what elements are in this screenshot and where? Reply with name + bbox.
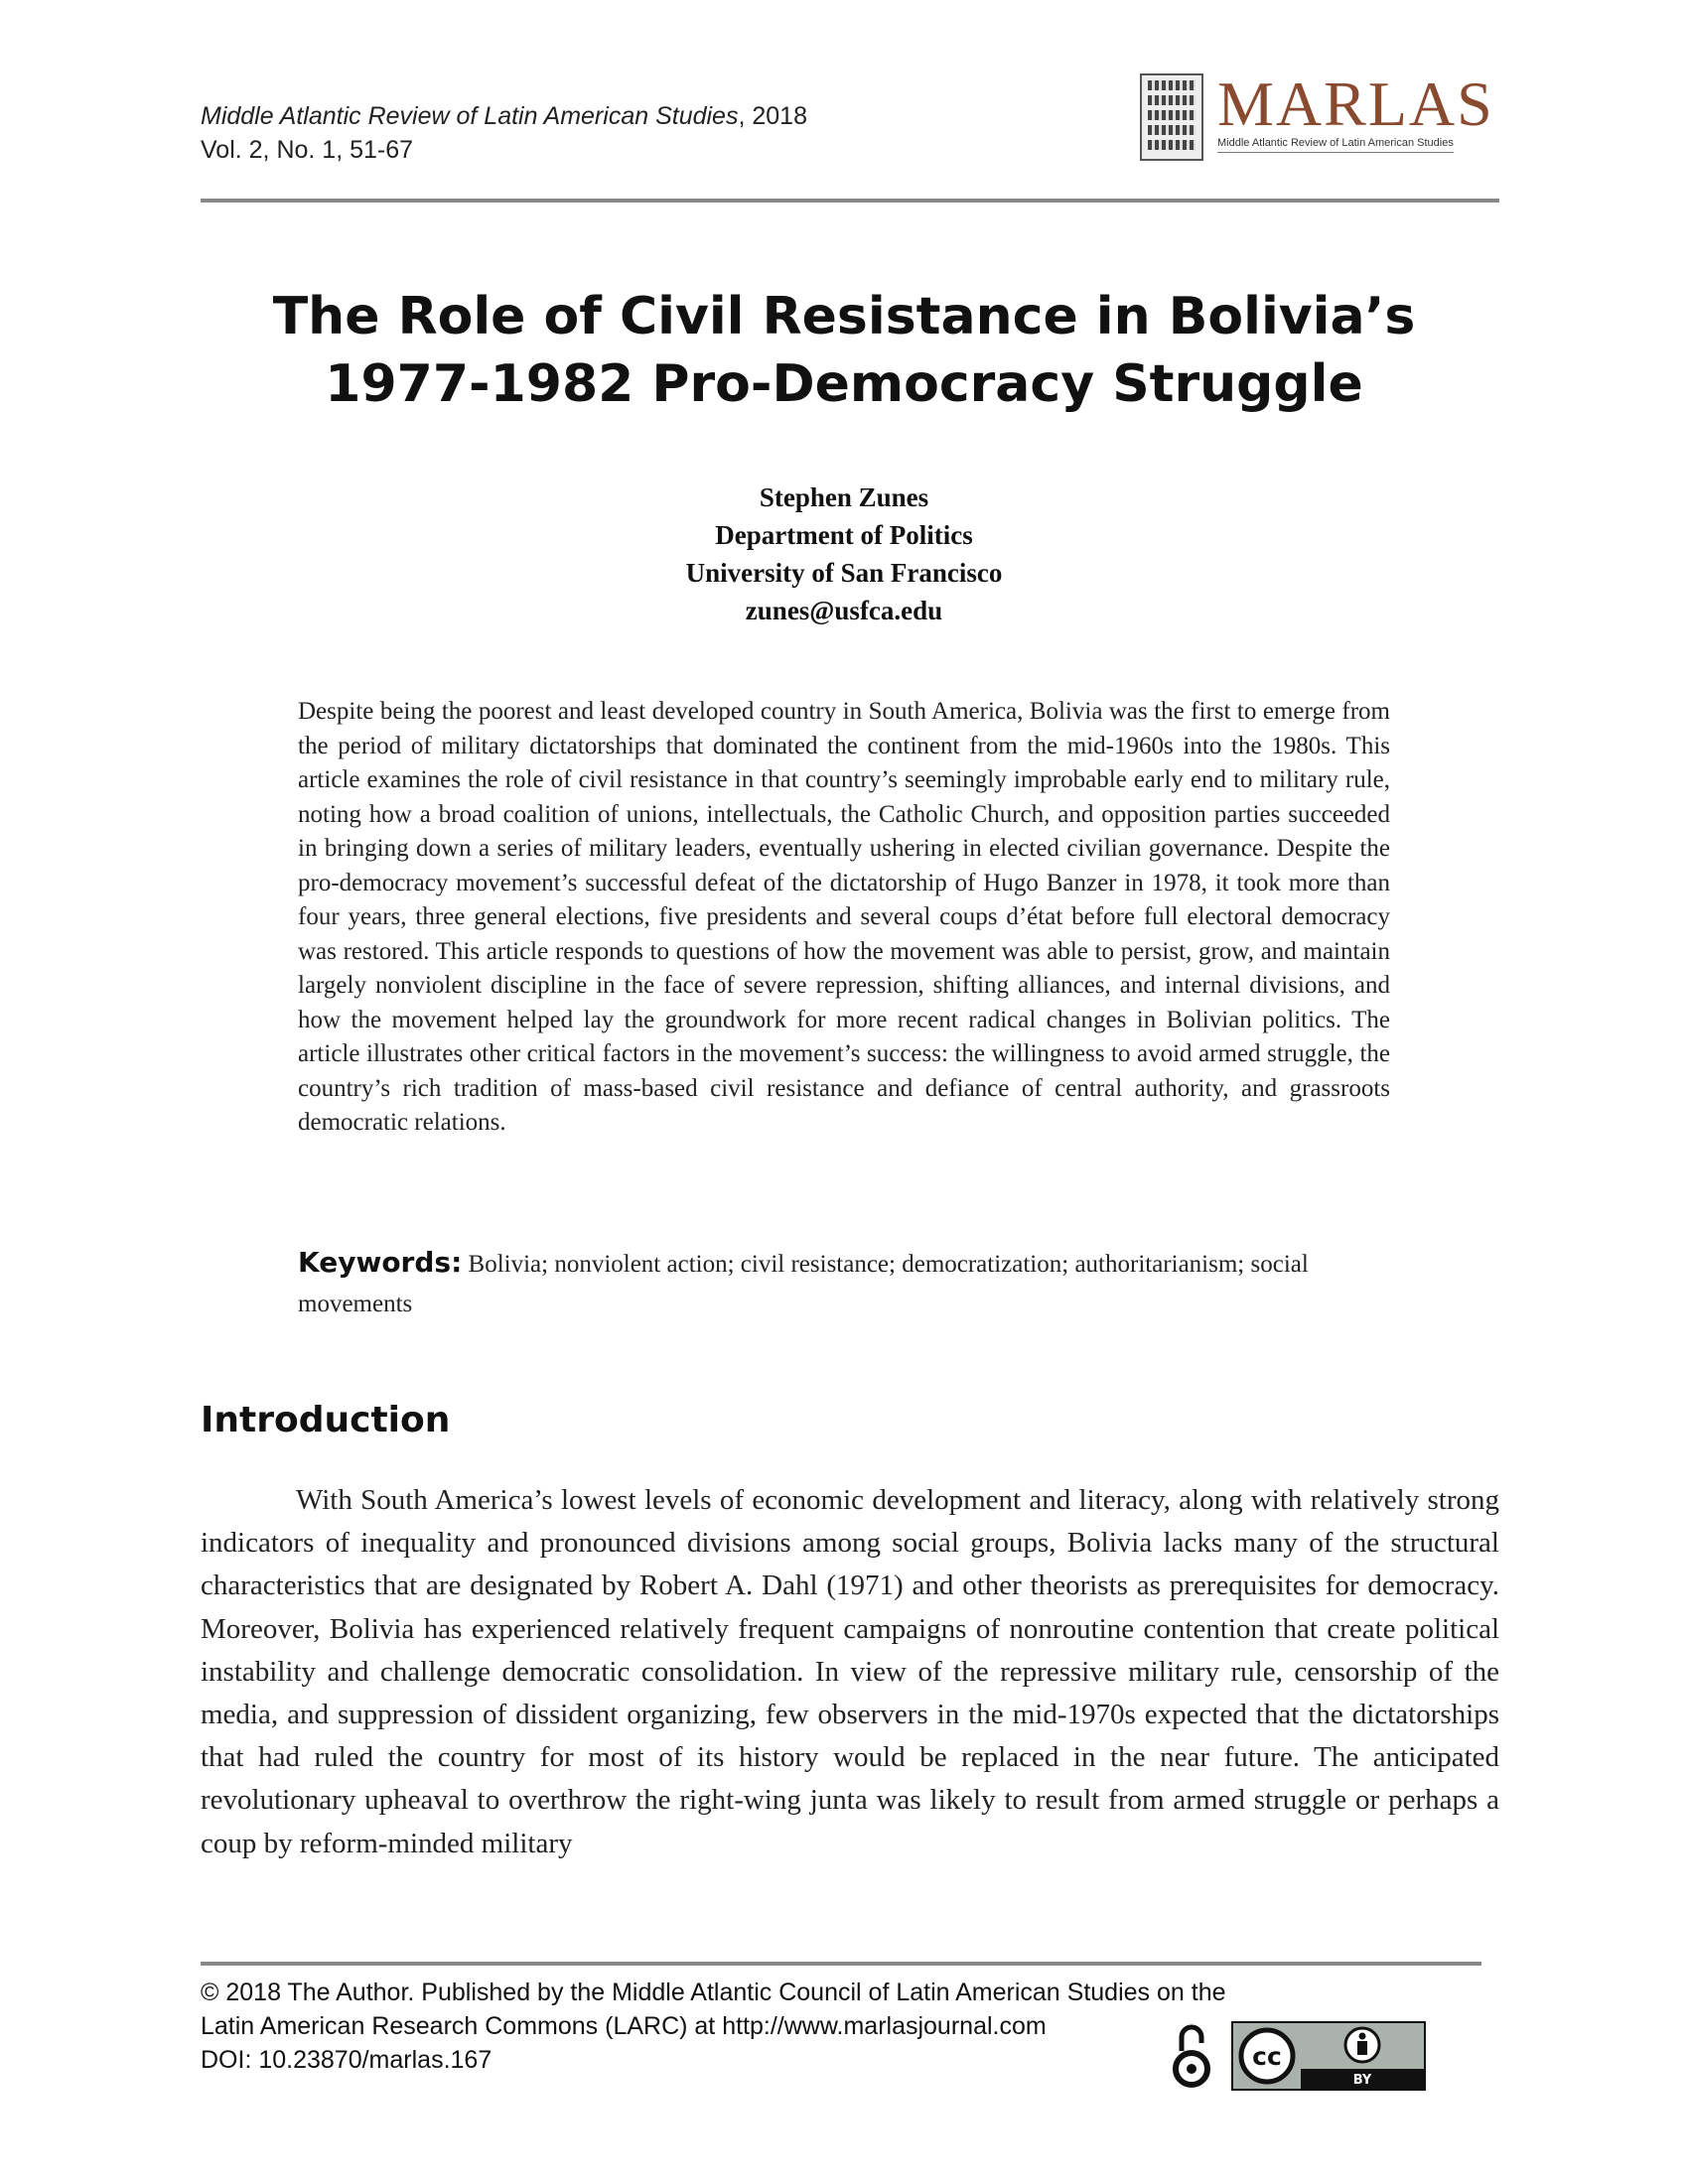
footer-divider — [201, 1962, 1481, 1966]
keywords — [298, 1243, 1390, 1324]
doi-line[interactable]: DOI: 10.23870/marlas.167 — [201, 2046, 492, 2074]
abstract-text: Despite being the poorest and least developed country in South America, Bolivia was the first to emerge from the period of military dictatorships that dominated the continent from the mid-1960s into the 1980s. This article examines the role of civil resistance in that country’s seemingly improbable early end to military rule, noting how a broad coalition of unions, intellectuals, the Catholic Church, and opposition parties succeeded in bringing down a series of military leaders, eventually ushering in elected civilian governance. Despite the pro-democracy movement’s successful defeat of the dictatorship of Hugo Banzer in 1978, it took more than four years, three general elections, five presidents and several coups d’état before full electoral democracy was restored. This article responds to questions of how the movement was able to persist, grow, and maintain largely nonviolent discipline in the face of severe repression, shifting alliances, and internal divisions, and how the movement helped lay the groundwork for more recent radical changes in Bolivian politics. The article illustrates other critical factors in the movement’s success: the willingness to avoid armed struggle, the country’s rich tradition of mass-based civil resistance and defiance of central authority, and grassroots democratic relations. — [298, 698, 1390, 1136]
keywords-list: Bolivia; nonviolent action; civil resistance; democratization; authoritarianism; social movements — [298, 1251, 1309, 1317]
copyright-line: © 2018 The Author. Published by the Middle Atlantic Council of Latin American Studies on the — [201, 1979, 1226, 2006]
header-divider — [201, 199, 1499, 203]
author-name: Stephen Zunes — [759, 482, 929, 512]
seal-icon — [1140, 73, 1203, 161]
cc-label: cc — [1252, 2042, 1282, 2071]
author-email[interactable]: zunes@usfca.edu — [745, 596, 943, 625]
author-block — [447, 478, 1241, 629]
logo-subtitle: Middle Atlantic Review of Latin American Studies — [1217, 137, 1454, 153]
logo-wordmark: MARLAS — [1217, 68, 1494, 139]
journal-name-line — [201, 99, 807, 133]
journal-name: Middle Atlantic Review of Latin American Studies — [201, 102, 739, 130]
journal-citation — [201, 99, 807, 167]
author-university: University of San Francisco — [685, 558, 1003, 588]
section-heading-introduction: Introduction — [201, 1400, 451, 1440]
cc-by-license-icon — [1231, 2021, 1426, 2091]
publisher-line[interactable]: Latin American Research Commons (LARC) at http://www.marlasjournal.com — [201, 2012, 1047, 2040]
marlas-logo — [1140, 69, 1497, 169]
volume-info: Vol. 2, No. 1, 51-67 — [201, 136, 414, 164]
article-title — [149, 283, 1539, 418]
title-line-1: The Role of Civil Resistance in Bolivia’s — [272, 287, 1416, 346]
by-label: BY — [1352, 2073, 1372, 2088]
introduction-paragraph: With South America’s lowest levels of economic development and literacy, along with relatively strong indicators of inequality and pronounced divisions among social groups, Bolivia lacks many of the structural characteristics that are designated by Robert A. Dahl (1971) and other theorists as prerequisites for democracy. Moreover, Bolivia has experienced relatively frequent campaigns of nonroutine contention that create political instability and challenge democratic consolidation. In view of the repressive military rule, censorship of the media, and suppression of dissident organizing, few observers in the mid-1970s expected that the dictatorships that had ruled the country for most of its history would be replaced in the near future. The anticipated revolutionary upheaval to overthrow the right-wing junta was likely to result from armed struggle or perhaps a coup by reform-minded military — [201, 1484, 1499, 1859]
author-department: Department of Politics — [715, 520, 973, 550]
open-access-icon — [1172, 2017, 1211, 2093]
copyright-footer — [201, 1976, 1392, 2077]
title-line-2: 1977-1982 Pro-Democracy Struggle — [325, 354, 1363, 414]
journal-year: , 2018 — [738, 102, 807, 130]
keywords-label: Keywords: — [298, 1246, 463, 1279]
